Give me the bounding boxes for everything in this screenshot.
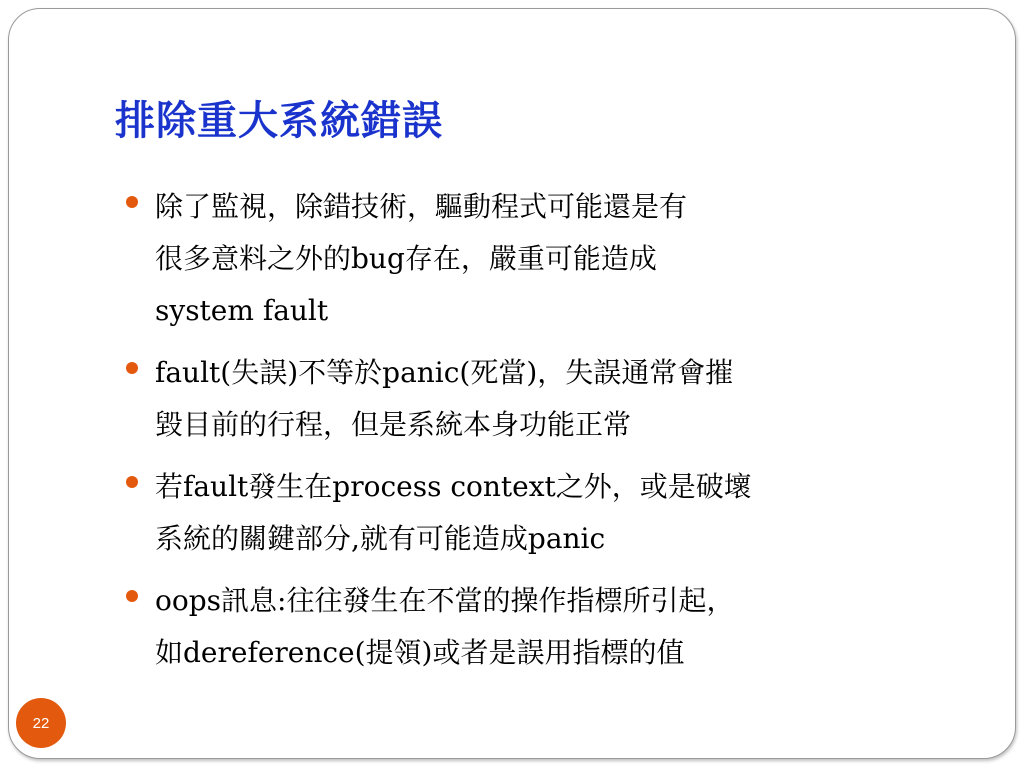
bullet-line: 如dereference(提領)或者是誤用指標的值	[155, 636, 685, 669]
round-bullet-icon	[126, 476, 138, 488]
bullet-line: 若fault發生在process context之外，或是破壞	[155, 470, 752, 503]
bullet-item-3	[125, 461, 1005, 565]
bullet-line: 毀目前的行程，但是系統本身功能正常	[155, 408, 632, 441]
bullet-item-1	[125, 181, 1005, 337]
slide-frame	[8, 8, 1016, 759]
bullet-line: 很多意料之外的bug存在，嚴重可能造成	[155, 242, 657, 275]
bullet-list	[125, 181, 1005, 689]
bullet-item-2	[125, 347, 1005, 451]
bullet-line: fault(失誤)不等於panic(死當)，失誤通常會摧	[155, 356, 734, 389]
bullet-line: oops訊息:往往發生在不當的操作指標所引起，	[155, 584, 735, 617]
round-bullet-icon	[126, 362, 138, 374]
slide-title: 排除重大系統錯誤	[115, 98, 443, 144]
bullet-line: 除了監視，除錯技術，驅動程式可能還是有	[155, 190, 688, 223]
round-bullet-icon	[126, 196, 138, 208]
round-bullet-icon	[126, 590, 138, 602]
page-number: 22	[32, 714, 50, 732]
bullet-line: system fault	[155, 294, 329, 327]
bullet-line: 系統的關鍵部分,就有可能造成panic	[155, 522, 606, 555]
page-number-badge	[16, 698, 66, 748]
bullet-item-4	[125, 575, 1005, 679]
